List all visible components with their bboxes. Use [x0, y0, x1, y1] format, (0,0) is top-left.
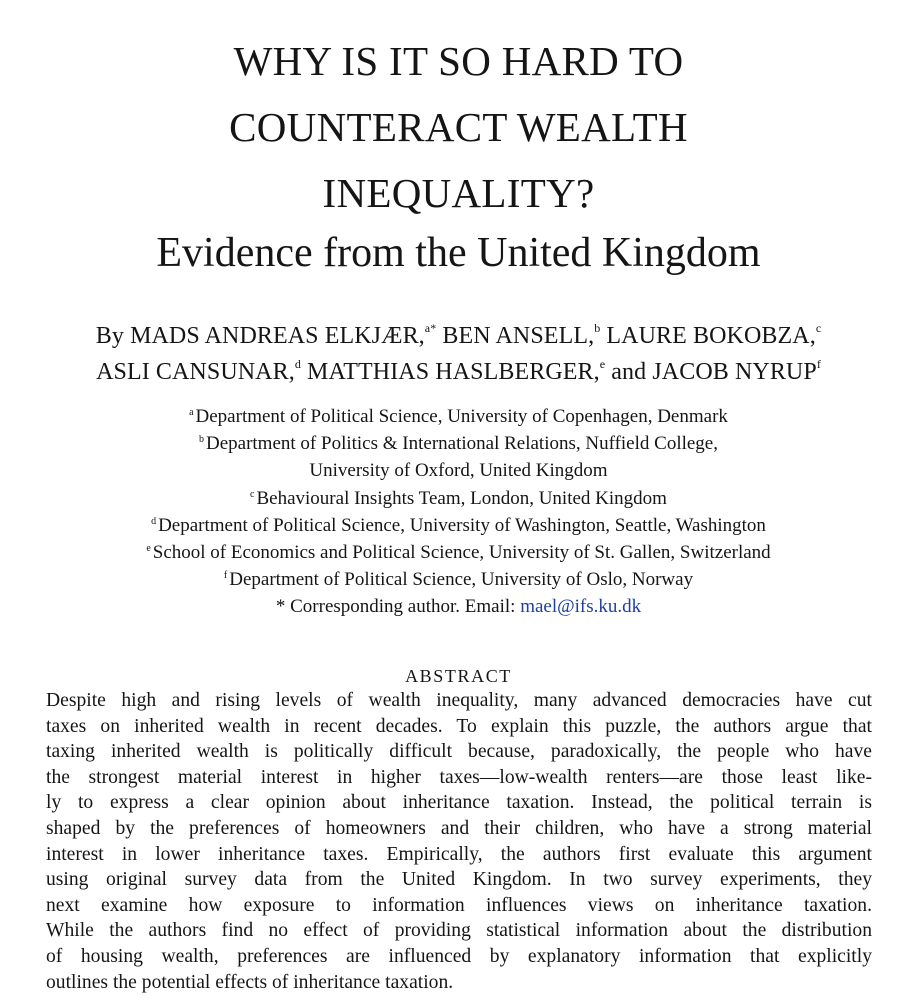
affiliation-line — [0, 403, 917, 430]
by-label: By — [95, 323, 124, 349]
abstract-line: ly to express a clear opinion about inheritance taxation. Instead, the political terrain is — [46, 792, 872, 814]
corresponding-author — [0, 593, 917, 620]
affiliation-text: School of Economics and Political Science, University of St. Gallen, Switzerland — [152, 542, 771, 564]
paper-subtitle: Evidence from the United Kingdom — [156, 230, 761, 276]
affiliation-text: Department of Political Science, University of Washington, Seattle, Washington — [158, 514, 766, 536]
author-affil-mark: b — [594, 321, 601, 335]
affiliation-mark: d — [151, 515, 157, 527]
affiliation-text: Department of Politics & International Relations, Nuffield College, — [205, 433, 718, 455]
abstract-body — [46, 688, 872, 995]
author-line — [0, 318, 917, 354]
affiliation-line — [0, 566, 917, 593]
title-line: WHY IS IT SO HARD TO — [233, 38, 684, 84]
author-line — [0, 354, 917, 390]
abstract-line: interest in lower inheritance taxes. Empirically, the authors first evaluate this argument — [46, 843, 872, 865]
abstract-line: Despite high and rising levels of wealth inequality, many advanced democracies have cut — [46, 690, 872, 711]
affiliation-line — [0, 485, 917, 512]
author-name: ASLI CANSUNAR, — [96, 359, 295, 385]
affiliation-text: Behavioural Insights Team, London, United Kingdom — [256, 487, 667, 509]
abstract-line: of housing wealth, preferences are influenced by explanatory information that explicitly — [46, 945, 872, 967]
author-affil-mark: e — [599, 357, 606, 371]
paper-title — [0, 28, 917, 226]
affiliation-mark: e — [146, 543, 151, 555]
email-link[interactable]: mael@ifs.ku.dk — [520, 596, 642, 618]
author-affil-mark: f — [816, 357, 821, 371]
author-name: and JACOB NYRUP — [611, 359, 817, 385]
author-affil-mark: c — [815, 321, 822, 335]
abstract-heading: ABSTRACT — [405, 666, 512, 686]
affiliation-mark: a — [189, 407, 194, 418]
abstract-line: using original survey data from the United Kingdom. In two survey experiments, they — [46, 869, 872, 891]
abstract-line: While the authors find no effect of providing statistical information about the distribution — [46, 920, 872, 942]
author-list — [0, 318, 917, 390]
author-affil-mark: a* — [424, 321, 437, 335]
affiliation-line — [0, 430, 917, 457]
affiliation-line — [0, 539, 917, 566]
affiliation-text: Department of Political Science, University of Oslo, Norway — [229, 569, 694, 591]
title-line: COUNTERACT WEALTH — [229, 104, 688, 150]
affiliation-text: University of Oxford, United Kingdom — [309, 460, 608, 482]
author-name: MATTHIAS HASLBERGER, — [307, 359, 600, 385]
author-name: LAURE BOKOBZA, — [606, 323, 816, 349]
abstract-line: the strongest material interest in higher taxes—low-wealth renters—are those least like- — [46, 766, 872, 788]
abstract-line: shaped by the preferences of homeowners and their children, who have a strong material — [46, 817, 872, 839]
affiliation-mark: c — [250, 488, 255, 500]
affiliation-mark: f — [223, 570, 228, 582]
title-line: INEQUALITY? — [322, 170, 595, 216]
abstract-line: next examine how exposure to information influences views on inheritance taxation. — [46, 894, 872, 916]
affiliation-mark: b — [198, 434, 204, 446]
abstract-line: taxing inherited wealth is politically difficult because, paradoxically, the people who have — [46, 741, 872, 763]
affiliation-list — [0, 403, 917, 621]
abstract-line: outlines the potential effects of inheritance taxation. — [46, 971, 454, 993]
author-name: MADS ANDREAS ELKJÆR, — [130, 323, 425, 349]
affiliation-text: Department of Political Science, University of Copenhagen, Denmark — [195, 406, 728, 427]
affiliation-line — [0, 457, 917, 484]
abstract-line: taxes on inherited wealth in recent decades. To explain this puzzle, the authors argue that — [46, 715, 872, 737]
author-affil-mark: d — [294, 357, 301, 371]
author-name: BEN ANSELL, — [442, 323, 595, 349]
affiliation-line — [0, 512, 917, 539]
corresponding-label: * Corresponding author. Email: — [275, 596, 516, 618]
